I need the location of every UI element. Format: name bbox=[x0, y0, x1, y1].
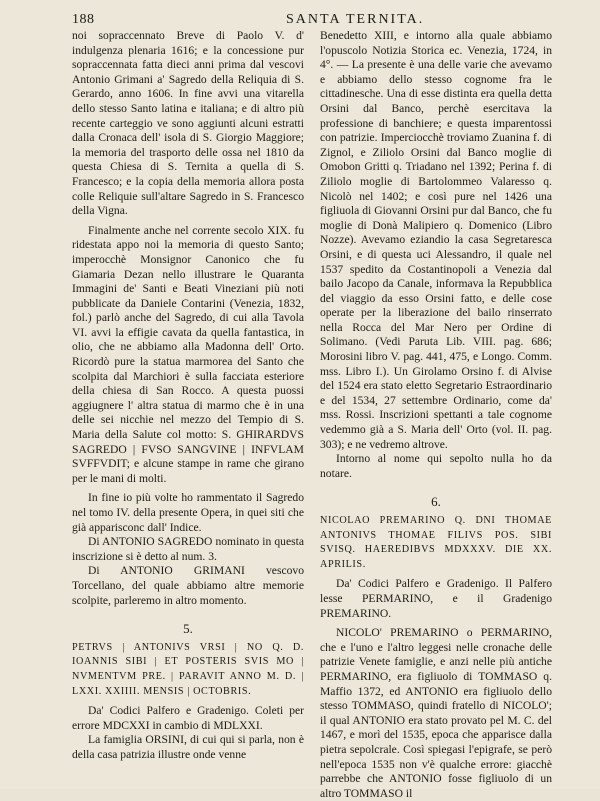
paragraph: noi sopraccennato Breve di Paolo V. d' indulgenza plenaria 1616; e la concessione pur sopraccennata fatta dieci anni prima dal vescovi Antonio Grimani a' Sagredo della Reliquia di S. Gerardo, anno 1606. In fine avvi una vitarella dello stesso Santo latina e italiana; e di altro più recente carteggio ve sono aggiunti alcuni estratti dalla Cronaca dell' isola di S. Giorgio Maggiore; la memoria del trasporto delle ossa nel 1810 da questa Chiesa di S. Ternita a quella di S. Francesco; e la copia della memoria allora posta colle Reliquie sull'altare Sagredo in S. Francesco della Vigna. bbox=[72, 29, 304, 218]
left-column bbox=[72, 29, 304, 763]
paragraph: Da' Codici Palfero e Gradenigo. Coleti per errore MDCXXI in cambio di MDLXXI. bbox=[72, 704, 304, 732]
paragraph: Benedetto XIII, e intorno alla quale abbiamo l'opuscolo Notizia Storica ec. Venezia, 1724, in 4°. — La presente è una delle varie che avevamo e abbiamo dello stesso cognome fra le cittadinesche. Una di esse distinta era quella detta Orsini dal Banco, perchè esercitava la professione di banchiere; e questa imparentossi con patrizie. Imperciocchè troviamo Zuanina f. di Zignol, e Ziliolo Orsini dal Banco moglie di Omobon Gritti q. Triadano nel 1392; Perina f. di Ziliolo moglie di Bartolommeo Valaresso q. Nicolò nel 1402; e così pure nel 1426 una figliuola di Giovanni Orsini pur dal Banco, che fu moglie di Donà Malipiero q. Domenico (Libro Nozze). Avevamo eziandio la casa Segretaresca Orsini, e di questa uci Alessandro, il quale nel 1537 spedito da Costantinopoli a Venezia dal bailo Jacopo da Canale, informava la Repubblica del viaggio da esso Orsini fatto, e delle cose operate per la liberazione del bailo rinserrato nella Rocca del Mar Nero per Ordine di Solimano. (Vedi Paruta Lib. VIII. pag. 686; Morosini libro V. pag. 441, 475, e Longo. Comm. mss. Libro I.). Un Girolamo Orsino f. di Alvise del 1524 era stato eletto Segretario Estraordinario e del 1534, 27 settembre Ordinario, come da' mss. Rossi. Inscrizioni spettanti a tale cognome vedemmo già a S. Maria dell' Orto (vol. II. pag. 303); e ne vedremo altrove. bbox=[320, 29, 552, 451]
right-column bbox=[320, 29, 552, 801]
paragraph: NICOLO' PREMARINO o PERMARINO, che e l'uno e l'altro leggesi nelle cronache delle patrizie Venete famiglie, e anzi nelle più antiche PERMARINO, era figliuolo di TOMMASO q. Maffio 1372, ed ANTONIO era figliuolo dello stesso TOMMASO, quindi fratello di NICOLO'; il qual ANTONIO era stato provato pel M. C. del 1467, e morì del 1535, epoca che apparisce dalla pietra sepolcrale. Così spiegasi l'epigrafe, se però nell'epoca 1535 non v'è qualche errore: giacchè parrebbe che ANTONIO fosse figliuolo di un altro TOMMASO il bbox=[320, 626, 552, 800]
paragraph: Finalmente anche nel corrente secolo XIX. fu ridestata appo noi la memoria di questo Santo; imperocchè Monsignor Canonico che fu Giamaria Dezan nello illustrare le Quaranta Immagini de' Santi e Beati Vineziani più noti pubblicate da Daniele Contarini (Venezia, 1832, fol.) parlò anche del Sagredo, di cui alla Tavola VI. avvi la effigie cavata da quella fantastica, in olio, che ne abbiamo alla Madonna dell' Orto. Ricordò pure la statua marmorea del Santo che scolpita dal Marchiori è sulla facciata esteriore della chiesa di San Rocco. A questa puossi aggiugnere l' altra statua di marmo che è in una delle sei nicchie nel mezzo del Tempio di S. Maria della Salute col motto: S. GHIRARDVS SAGREDO | FVSO SANGVINE | INFVLAM SVFFVDIT; e alcune stampe in rame che girano per le mani di molti. bbox=[72, 223, 304, 485]
page-number: 188 bbox=[72, 12, 95, 27]
paragraph: La famiglia ORSINI, di cui qui si parla, non è della casa patrizia illustre onde venne bbox=[72, 733, 304, 761]
inscription-text: PETRVS | ANTONIVS VRSI | NO Q. D. IOANNIS SIBI | ET POSTERIS SVIS MO | NVMENTVM PRE. | PARAVIT ANNO M. D. | LXXI. XXIIII. MENSIS | OCTOBRIS. bbox=[72, 641, 304, 697]
paragraph: Intorno al nome qui sepolto nulla ho da notare. bbox=[320, 452, 552, 480]
paragraph: Di ANTONIO GRIMANI vescovo Torcellano, del quale abbiamo altre memorie scolpite, parleremo in altro momento. bbox=[72, 564, 304, 607]
inscription-text: NICOLAO PREMARINO Q. DNI THOMAE ANTONIVS THOMAE FILIVS POS. SIBI SVISQ. HAEREDIBVS MDXXXV. DIE XX. APRILIS. bbox=[320, 515, 552, 570]
paragraph: Di ANTONIO SAGREDO nominato in questa inscrizione si è detto al num. 3. bbox=[72, 535, 304, 563]
running-head-left: SANTA bbox=[286, 12, 342, 27]
section-number: 5. bbox=[183, 621, 193, 637]
section-number: 6. bbox=[431, 494, 441, 510]
paragraph: In fine io più volte ho rammentato il Sagredo nel tomo IV. della presente Opera, in quei siti che già apparisconc dall' Indice. bbox=[72, 491, 304, 534]
running-head-right: TERNITA. bbox=[346, 12, 425, 27]
paragraph: Da' Codici Palfero e Gradenigo. Il Palfero lesse PERMARINO, e il Gradenigo PREMARINO. bbox=[320, 577, 552, 620]
